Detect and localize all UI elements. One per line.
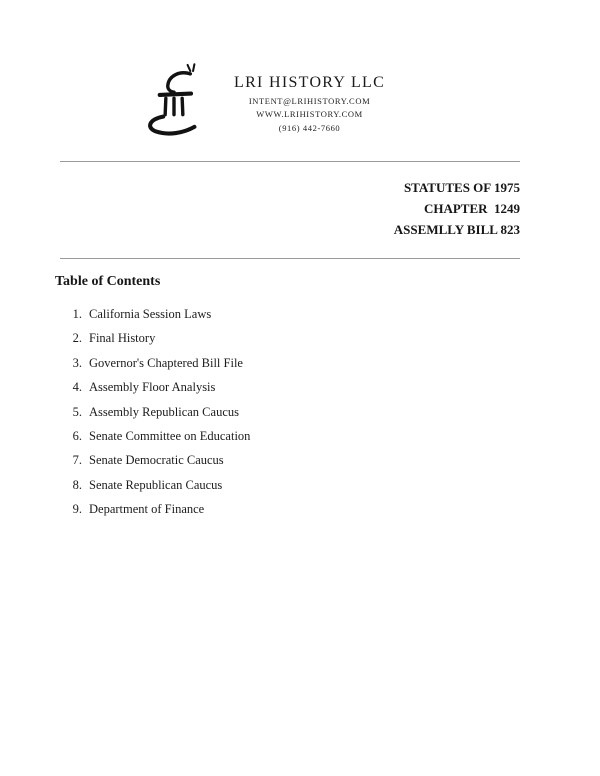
toc-item-label: Assembly Republican Caucus bbox=[89, 404, 239, 419]
toc-item-number: 6. bbox=[72, 428, 82, 443]
toc-item-number: 4. bbox=[72, 380, 82, 395]
statute-block bbox=[394, 177, 520, 240]
bill-line: ASSEMLLY BILL 823 bbox=[393, 222, 520, 237]
toc-item bbox=[68, 479, 250, 492]
toc-item bbox=[68, 332, 250, 345]
company-email: INTENT@LRIHISTORY.COM bbox=[248, 95, 371, 106]
toc-item bbox=[68, 357, 250, 370]
toc-item-label: California Session Laws bbox=[89, 307, 212, 321]
letterhead bbox=[140, 58, 385, 142]
toc-title: Table of Contents bbox=[55, 274, 161, 289]
toc-item-label: Assembly Floor Analysis bbox=[89, 380, 216, 395]
toc-item-number: 2. bbox=[72, 331, 82, 346]
lri-logo-icon bbox=[140, 58, 208, 142]
divider-bottom bbox=[60, 258, 520, 259]
letterhead-text bbox=[234, 58, 385, 133]
chapter-line: CHAPTER 1249 bbox=[423, 201, 520, 216]
toc-item-label: Department of Finance bbox=[89, 502, 205, 517]
toc-item-label: Final History bbox=[89, 331, 156, 346]
toc-item bbox=[68, 406, 250, 419]
toc-item bbox=[68, 381, 250, 394]
toc-item-number: 9. bbox=[72, 502, 82, 517]
company-phone: (916) 442-7660 bbox=[278, 122, 341, 133]
toc-item bbox=[68, 454, 250, 467]
statutes-line: STATUTES OF 1975 bbox=[403, 180, 520, 195]
company-name: LRI HISTORY LLC bbox=[234, 74, 386, 91]
toc-item-number: 7. bbox=[72, 453, 82, 468]
company-website: WWW.LRIHISTORY.COM bbox=[256, 109, 363, 119]
toc-item bbox=[68, 503, 250, 516]
toc-item-number: 1. bbox=[72, 307, 82, 321]
toc-item-label: Senate Democratic Caucus bbox=[89, 453, 224, 468]
toc-item bbox=[68, 430, 250, 443]
toc-item-label: Senate Committee on Education bbox=[89, 428, 251, 443]
toc-item-number: 3. bbox=[72, 355, 82, 370]
toc-item-label: Senate Republican Caucus bbox=[89, 477, 223, 492]
toc-item-number: 5. bbox=[72, 404, 82, 419]
toc-item-label: Governor's Chaptered Bill File bbox=[89, 355, 243, 370]
divider-top bbox=[60, 161, 520, 162]
toc-item-number: 8. bbox=[72, 477, 82, 492]
toc-list bbox=[68, 308, 250, 528]
toc-item bbox=[68, 308, 250, 321]
